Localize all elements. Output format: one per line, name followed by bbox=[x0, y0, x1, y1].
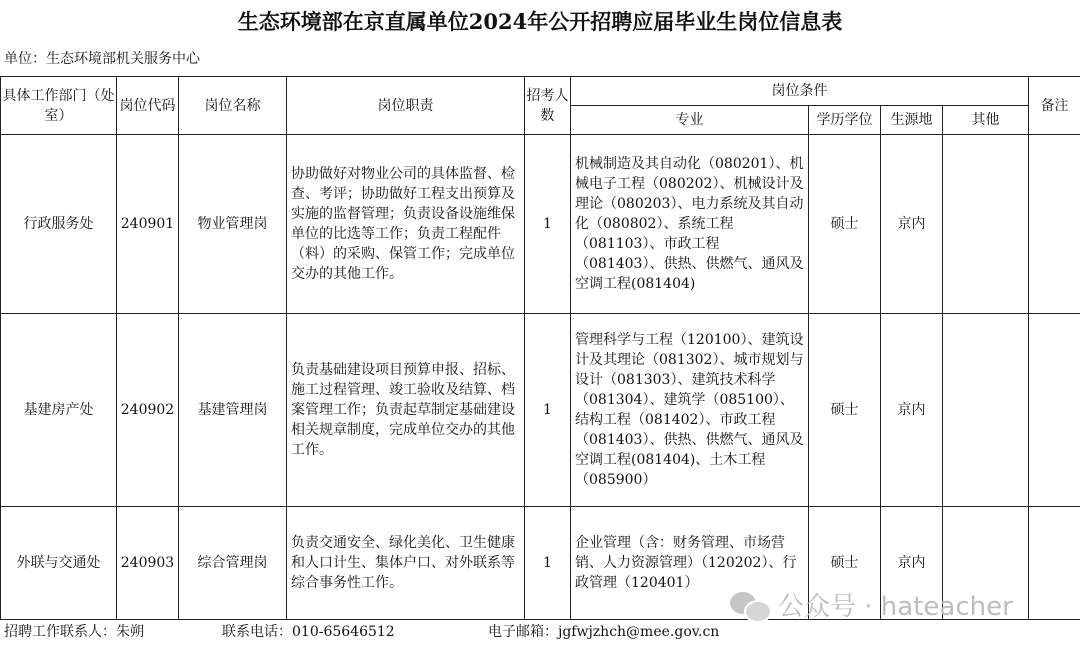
cell-count: 1 bbox=[525, 135, 571, 314]
cell-count: 1 bbox=[525, 507, 571, 620]
cell-name: 基建管理岗 bbox=[179, 314, 287, 507]
cell-major: 企业管理（含：财务管理、市场营销、人力资源管理）（120202）、行政管理（120401） bbox=[571, 507, 809, 620]
footer-email[interactable]: 电子邮箱：jgfwjzhch@mee.gov.cn bbox=[488, 624, 720, 640]
watermark-text: 公众号 · hateacher bbox=[778, 591, 1013, 622]
cell-origin: 京内 bbox=[881, 507, 943, 620]
cell-duty: 协助做好对物业公司的具体监督、检查、考评；协助做好工程支出预算及实施的监督管理；负责设备设施维保单位的比选等工作；负责工程配件（料）的采购、保管工作；完成单位交办的其他工作。 bbox=[287, 135, 525, 314]
cell-name: 物业管理岗 bbox=[179, 135, 287, 314]
cell-count: 1 bbox=[525, 314, 571, 507]
header-name: 岗位名称 bbox=[179, 77, 287, 135]
header-duty: 岗位职责 bbox=[287, 77, 525, 135]
table-row bbox=[1, 135, 1080, 314]
cell-major: 管理科学与工程（120100）、建筑设计及其理论（081302）、城市规划与设计（081303）、建筑技术科学（081304）、建筑学（085100）、结构工程（081402）、市政工程（081403）、供热、供燃气、通风及空调工程(081404)、土木工程（085900） bbox=[571, 314, 809, 507]
cell-name: 综合管理岗 bbox=[179, 507, 287, 620]
header-remark: 备注 bbox=[1029, 77, 1080, 135]
cell-other bbox=[943, 135, 1029, 314]
cell-degree: 硕士 bbox=[809, 507, 881, 620]
unit-line: 单位：生态环境部机关服务中心 bbox=[4, 51, 200, 67]
wechat-icon bbox=[728, 588, 772, 620]
table-row bbox=[1, 314, 1080, 507]
header-degree: 学历学位 bbox=[809, 106, 881, 135]
header-origin: 生源地 bbox=[881, 106, 943, 135]
cell-major: 机械制造及其自动化（080201）、机械电子工程（080202）、机械设计及理论（080203）、电力系统及其自动化（080802）、系统工程（081103）、市政工程（081403）、供热、供燃气、通风及空调工程(081404) bbox=[571, 135, 809, 314]
header-major: 专业 bbox=[571, 106, 809, 135]
header-conditions: 岗位条件 bbox=[571, 77, 1029, 106]
cell-duty: 负责交通安全、绿化美化、卫生健康和人口计生、集体户口、对外联系等综合事务性工作。 bbox=[287, 507, 525, 620]
positions-table bbox=[0, 76, 1080, 620]
cell-degree: 硕士 bbox=[809, 135, 881, 314]
cell-duty: 负责基础建设项目预算申报、招标、施工过程管理、竣工验收及结算、档案管理工作；负责起草制定基础建设相关规章制度，完成单位交办的其他工作。 bbox=[287, 314, 525, 507]
cell-origin: 京内 bbox=[881, 314, 943, 507]
cell-dept: 外联与交通处 bbox=[1, 507, 117, 620]
cell-dept: 行政服务处 bbox=[1, 135, 117, 314]
watermark bbox=[728, 586, 1013, 622]
cell-dept: 基建房产处 bbox=[1, 314, 117, 507]
cell-code: 240901 bbox=[117, 135, 179, 314]
cell-code: 240902 bbox=[117, 314, 179, 507]
header-dept: 具体工作部门（处室） bbox=[1, 77, 117, 135]
header-code: 岗位代码 bbox=[117, 77, 179, 135]
header-other: 其他 bbox=[943, 106, 1029, 135]
cell-remark bbox=[1029, 135, 1080, 314]
header-count: 招考人数 bbox=[525, 77, 571, 135]
cell-code: 240903 bbox=[117, 507, 179, 620]
footer-phone: 联系电话：010-65646512 bbox=[222, 624, 395, 640]
cell-origin: 京内 bbox=[881, 135, 943, 314]
cell-remark bbox=[1029, 314, 1080, 507]
page-title: 生态环境部在京直属单位2024年公开招聘应届毕业生岗位信息表 bbox=[237, 9, 843, 34]
footer-contact: 招聘工作联系人：朱朔 bbox=[4, 624, 144, 640]
cell-remark bbox=[1029, 507, 1080, 620]
cell-other bbox=[943, 314, 1029, 507]
cell-degree: 硕士 bbox=[809, 314, 881, 507]
